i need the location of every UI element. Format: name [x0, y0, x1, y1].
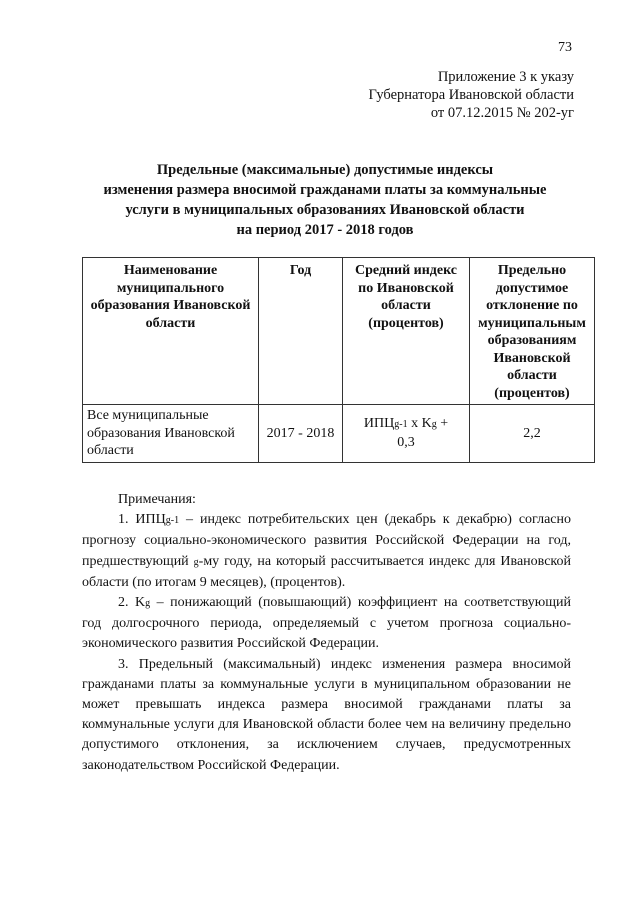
- note-2-text: – понижающий (повышающий) коэффициент на соответствующий год долгосрочного периода, определяемый с учетом прогноза социально-экономического развития Российской Федерации.: [82, 595, 571, 652]
- note-subscript: g: [193, 556, 199, 568]
- table-row: [83, 405, 595, 463]
- note-1-text: -му году, на который рассчитывается индекс для Ивановской области (по итогам 9 месяцев), (процентов).: [82, 553, 571, 590]
- attachment-header: [254, 68, 574, 122]
- title-line: Предельные (максимальные) допустимые индексы: [156, 162, 494, 178]
- column-header-max-deviation: Предельно допустимое отклонение по муниципальным образованиям Ивановской области (процентов): [470, 258, 595, 405]
- index-subscript: g: [431, 419, 437, 431]
- title-line: изменения размера вносимой гражданами платы за коммунальные: [103, 182, 547, 198]
- column-header-average-index: Средний индекс по Ивановской области (процентов): [343, 258, 470, 405]
- note-2-text: 2. K: [118, 595, 146, 611]
- attachment-line: от 07.12.2015 № 202-уг: [430, 105, 574, 121]
- cell-year: 2017 - 2018: [259, 405, 343, 463]
- notes-heading: Примечания:: [118, 492, 196, 507]
- index-addend: 0,3: [397, 434, 415, 450]
- document-title: [40, 160, 610, 240]
- title-line: на период 2017 - 2018 годов: [236, 222, 414, 238]
- index-plus: +: [436, 416, 449, 432]
- index-table: [82, 257, 595, 463]
- note-3: 3. Предельный (максимальный) индекс изменения размера вносимой гражданами платы за коммунальные услуги в муниципальном образовании не может превышать индекса размера вносимой гражданами платы за коммунальные услуги для Ивановской области более чем на величину предельно допустимого отклонения, за исключением случаев, предусмотренных законодательством Российской Федерации.: [82, 656, 571, 773]
- note-1-text: – индекс потребительских цен (декабрь к декабрю) согласно прогнозу социально-экономического развития Российской Федерации на год, предшествующий: [82, 512, 571, 569]
- note-subscript: g: [145, 598, 151, 610]
- cell-municipality: Все муниципальные образования Ивановской области: [83, 405, 259, 463]
- title-line: услуги в муниципальных образованиях Ивановской области: [125, 202, 525, 218]
- index-subscript: g-1: [394, 419, 408, 431]
- note-1-text: 1. ИПЦ: [118, 512, 166, 528]
- cell-max-deviation: 2,2: [470, 405, 595, 463]
- note-1: [82, 510, 571, 593]
- index-multiplier: х K: [407, 416, 432, 432]
- attachment-line: Губернатора Ивановской области: [368, 87, 574, 103]
- column-header-municipality: Наименование муниципального образования Ивановской области: [83, 258, 259, 405]
- page-number: 73: [558, 40, 572, 55]
- note-2: [82, 593, 571, 655]
- table-header-row: [83, 258, 595, 405]
- column-header-year: Год: [259, 258, 343, 405]
- note-subscript: g-1: [165, 515, 180, 527]
- notes-section: [82, 490, 571, 776]
- index-ipc: ИПЦ: [363, 416, 395, 432]
- cell-average-index: [343, 405, 470, 463]
- attachment-line: Приложение 3 к указу: [437, 69, 574, 85]
